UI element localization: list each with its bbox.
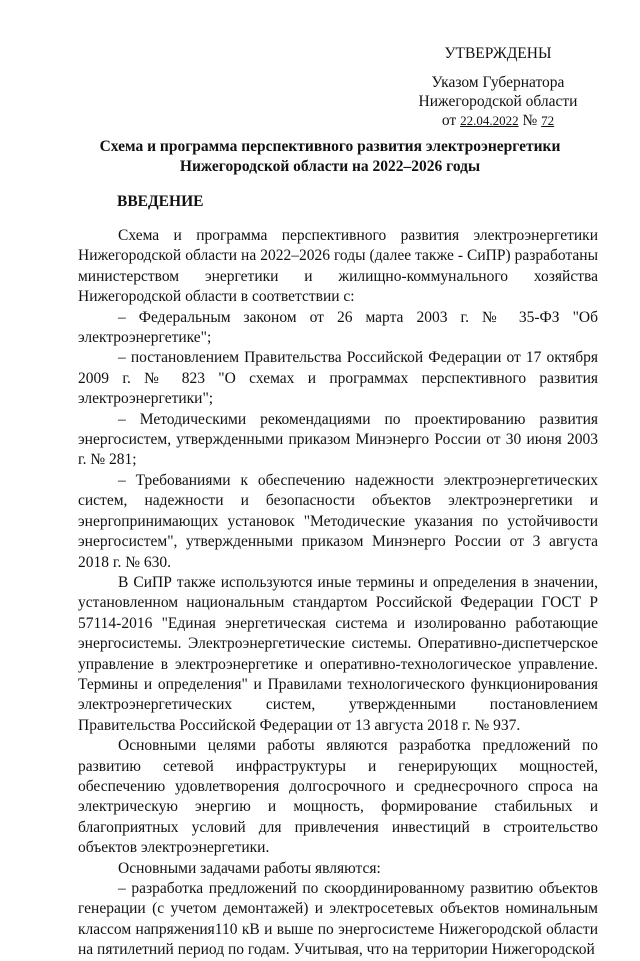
approval-date-prefix: от (441, 112, 457, 129)
paragraph: – Требованиями к обеспечению надежности электроэнергетических систем, надежности и безопасности объектов электроэнергетики и энергопринимающих установок "Методические указания по устойчивости энергосистем", утвержденными приказом Минэнерго России от 3 августа 2018 г. № 630. (78, 471, 598, 571)
paragraph: Схема и программа перспективного развития электроэнергетики Нижегородской области на 2022–2026 годы (далее также - СиПР) разработаны министерством энергетики и жилищно-коммунального хозяйства Нижегородской области в соответствии с: (78, 227, 598, 306)
paragraph: – Федеральным законом от 26 марта 2003 г. № 35-ФЗ "Об электроэнергетике"; (78, 308, 598, 347)
approval-number-prefix: № (522, 112, 538, 129)
document-title (60, 137, 600, 177)
section-heading: ВВЕДЕНИЕ (117, 193, 204, 210)
paragraph: – постановлением Правительства Российской Федерации от 17 октября 2009 г. № 823 "О схемах и программах перспективного развития электроэнергетики"; (78, 349, 598, 408)
document-title-line-1: Схема и программа перспективного развития электроэнергетики (99, 138, 561, 155)
document-body (78, 226, 598, 961)
approval-region: Нижегородской области (418, 93, 578, 110)
paragraph: – Методическими рекомендациями по проектированию развития энергосистем, утвержденными приказом Минэнерго России от 30 июня 2003 г. № 281; (78, 410, 598, 469)
approval-date: 22.04.2022 (460, 113, 519, 128)
paragraph: Основными целями работы являются разработка предложений по развитию сетевой инфраструктуры и генерирующих мощностей, обеспечению удовлетворения долгосрочного и среднесрочного спроса на электрическую энергию и мощность, формирование стабильных и благоприятных условий для привлечения инвестиций в строительство объектов электроэнергетики. (78, 737, 598, 857)
paragraph: Основными задачами работы являются: (118, 859, 381, 877)
paragraph: – разработка предложений по скоординированному развитию объектов генерации (с учетом демонтажей) и электросетевых объектов номинальным классом напряжения110 кВ и выше по энергосистеме Нижегородской области на пятилетний период по годам. Учитывая, что на территории Нижегородской (78, 880, 598, 959)
approval-number: 72 (541, 113, 555, 128)
approval-block (408, 44, 588, 130)
paragraph: В СиПР также используются иные термины и определения в значении, установленном национальным стандартом Российской Федерации ГОСТ Р 57114-2016 "Единая энергетическая система и изолированно работающие энергосистемы. Электроэнергетические системы. Оперативно-диспетчерское управление в электроэнергетике и оперативно-технологическое управление. Термины и определения" и Правилами технологического функционирования электроэнергетических систем, утвержденными постановлением Правительства Российской Федерации от 13 августа 2018 г. № 937. (78, 573, 598, 734)
document-title-line-2: Нижегородской области на 2022–2026 годы (179, 158, 481, 175)
approval-authority: Указом Губернатора (431, 74, 565, 91)
approval-date-line (408, 111, 588, 130)
approval-title: УТВЕРЖДЕНЫ (444, 45, 552, 62)
